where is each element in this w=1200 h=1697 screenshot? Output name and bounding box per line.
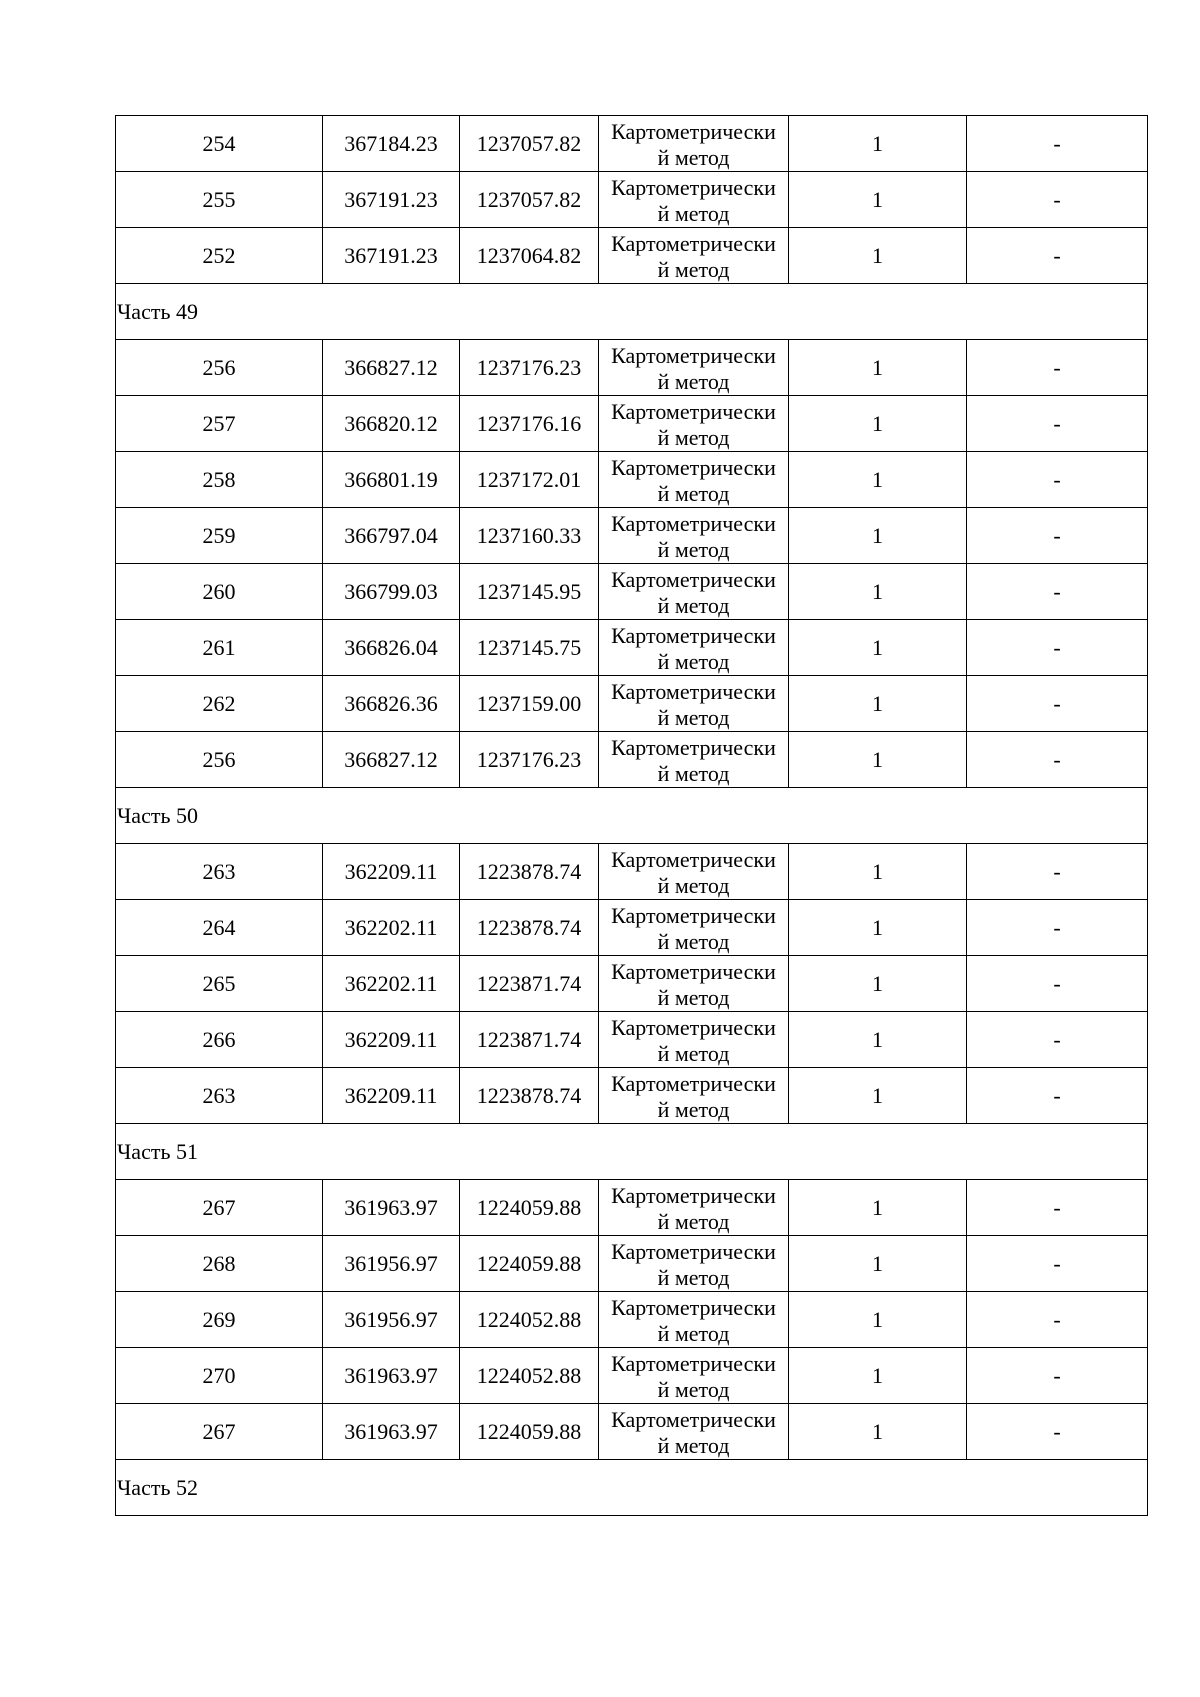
accuracy-cell: 1 [789, 1292, 967, 1348]
x-coordinate-cell: 362209.11 [323, 1068, 460, 1124]
method-line-2: й метод [657, 480, 730, 506]
point-number-cell: 255 [116, 172, 323, 228]
method-line-1: Картометрически [611, 1294, 776, 1320]
accuracy-cell: 1 [789, 228, 967, 284]
method-line-1: Картометрически [611, 734, 776, 760]
point-number-cell: 270 [116, 1348, 323, 1404]
table-row [116, 1068, 1148, 1124]
y-coordinate-cell: 1224052.88 [460, 1348, 599, 1404]
method-line-2: й метод [657, 1040, 730, 1066]
table-row [116, 116, 1148, 172]
x-coordinate-cell: 361963.97 [323, 1404, 460, 1460]
note-cell: - [967, 452, 1148, 508]
method-line-1: Картометрически [611, 1238, 776, 1264]
method-cell [599, 732, 789, 788]
point-number-cell: 267 [116, 1404, 323, 1460]
table-row [116, 340, 1148, 396]
method-line-2: й метод [657, 592, 730, 618]
method-line-1: Картометрически [611, 398, 776, 424]
method-line-1: Картометрически [611, 118, 776, 144]
coordinates-table [115, 115, 1148, 1516]
method-cell [599, 340, 789, 396]
accuracy-cell: 1 [789, 1404, 967, 1460]
point-number-cell: 265 [116, 956, 323, 1012]
table-row [116, 172, 1148, 228]
point-number-cell: 268 [116, 1236, 323, 1292]
method-line-1: Картометрически [611, 1070, 776, 1096]
accuracy-cell: 1 [789, 676, 967, 732]
note-cell: - [967, 172, 1148, 228]
y-coordinate-cell: 1223871.74 [460, 956, 599, 1012]
accuracy-cell: 1 [789, 1068, 967, 1124]
method-line-1: Картометрически [611, 1350, 776, 1376]
point-number-cell: 269 [116, 1292, 323, 1348]
point-number-cell: 263 [116, 1068, 323, 1124]
part-header-row [116, 284, 1148, 340]
table-row [116, 1236, 1148, 1292]
accuracy-cell: 1 [789, 1012, 967, 1068]
accuracy-cell: 1 [789, 508, 967, 564]
method-line-1: Картометрически [611, 510, 776, 536]
method-cell [599, 1348, 789, 1404]
method-cell [599, 508, 789, 564]
method-cell [599, 1404, 789, 1460]
note-cell: - [967, 1180, 1148, 1236]
x-coordinate-cell: 362202.11 [323, 956, 460, 1012]
table-row [116, 956, 1148, 1012]
method-line-2: й метод [657, 144, 730, 170]
y-coordinate-cell: 1223871.74 [460, 1012, 599, 1068]
note-cell: - [967, 1404, 1148, 1460]
method-line-1: Картометрически [611, 1182, 776, 1208]
table-row [116, 900, 1148, 956]
note-cell: - [967, 564, 1148, 620]
accuracy-cell: 1 [789, 1180, 967, 1236]
method-cell [599, 620, 789, 676]
table-row [116, 732, 1148, 788]
method-line-2: й метод [657, 648, 730, 674]
point-number-cell: 260 [116, 564, 323, 620]
method-line-1: Картометрически [611, 1406, 776, 1432]
note-cell: - [967, 1348, 1148, 1404]
table-row [116, 676, 1148, 732]
table-row [116, 228, 1148, 284]
method-line-2: й метод [657, 872, 730, 898]
note-cell: - [967, 116, 1148, 172]
method-cell [599, 116, 789, 172]
table-row [116, 1292, 1148, 1348]
note-cell: - [967, 676, 1148, 732]
x-coordinate-cell: 361956.97 [323, 1236, 460, 1292]
y-coordinate-cell: 1237057.82 [460, 116, 599, 172]
accuracy-cell: 1 [789, 1236, 967, 1292]
note-cell: - [967, 732, 1148, 788]
method-line-1: Картометрически [611, 958, 776, 984]
accuracy-cell: 1 [789, 1348, 967, 1404]
accuracy-cell: 1 [789, 116, 967, 172]
method-line-2: й метод [657, 928, 730, 954]
y-coordinate-cell: 1237176.16 [460, 396, 599, 452]
y-coordinate-cell: 1237160.33 [460, 508, 599, 564]
part-label: Часть 51 [116, 1124, 1148, 1180]
x-coordinate-cell: 366797.04 [323, 508, 460, 564]
note-cell: - [967, 396, 1148, 452]
coordinates-table-body [116, 116, 1148, 1516]
x-coordinate-cell: 362209.11 [323, 1012, 460, 1068]
part-label: Часть 52 [116, 1460, 1148, 1516]
note-cell: - [967, 956, 1148, 1012]
table-row [116, 564, 1148, 620]
method-line-1: Картометрически [611, 678, 776, 704]
y-coordinate-cell: 1224052.88 [460, 1292, 599, 1348]
method-cell [599, 1180, 789, 1236]
method-line-1: Картометрически [611, 566, 776, 592]
y-coordinate-cell: 1237057.82 [460, 172, 599, 228]
method-line-2: й метод [657, 1096, 730, 1122]
note-cell: - [967, 340, 1148, 396]
y-coordinate-cell: 1237176.23 [460, 340, 599, 396]
y-coordinate-cell: 1237064.82 [460, 228, 599, 284]
x-coordinate-cell: 366799.03 [323, 564, 460, 620]
point-number-cell: 256 [116, 340, 323, 396]
accuracy-cell: 1 [789, 340, 967, 396]
table-row [116, 1348, 1148, 1404]
table-row [116, 844, 1148, 900]
y-coordinate-cell: 1223878.74 [460, 900, 599, 956]
point-number-cell: 256 [116, 732, 323, 788]
x-coordinate-cell: 367184.23 [323, 116, 460, 172]
x-coordinate-cell: 366827.12 [323, 732, 460, 788]
table-row [116, 508, 1148, 564]
method-cell [599, 900, 789, 956]
x-coordinate-cell: 367191.23 [323, 172, 460, 228]
method-line-2: й метод [657, 1320, 730, 1346]
note-cell: - [967, 1012, 1148, 1068]
method-cell [599, 956, 789, 1012]
y-coordinate-cell: 1223878.74 [460, 844, 599, 900]
x-coordinate-cell: 361963.97 [323, 1348, 460, 1404]
method-cell [599, 228, 789, 284]
point-number-cell: 258 [116, 452, 323, 508]
x-coordinate-cell: 362209.11 [323, 844, 460, 900]
method-line-2: й метод [657, 704, 730, 730]
x-coordinate-cell: 361956.97 [323, 1292, 460, 1348]
method-line-1: Картометрически [611, 174, 776, 200]
part-label: Часть 49 [116, 284, 1148, 340]
y-coordinate-cell: 1237145.95 [460, 564, 599, 620]
y-coordinate-cell: 1237172.01 [460, 452, 599, 508]
x-coordinate-cell: 366826.04 [323, 620, 460, 676]
table-row [116, 1180, 1148, 1236]
method-line-2: й метод [657, 256, 730, 282]
x-coordinate-cell: 367191.23 [323, 228, 460, 284]
accuracy-cell: 1 [789, 620, 967, 676]
point-number-cell: 263 [116, 844, 323, 900]
table-row [116, 620, 1148, 676]
table-row [116, 396, 1148, 452]
part-header-row [116, 1124, 1148, 1180]
x-coordinate-cell: 361963.97 [323, 1180, 460, 1236]
method-line-1: Картометрически [611, 846, 776, 872]
point-number-cell: 254 [116, 116, 323, 172]
method-line-2: й метод [657, 536, 730, 562]
method-line-1: Картометрически [611, 230, 776, 256]
method-line-2: й метод [657, 1208, 730, 1234]
point-number-cell: 259 [116, 508, 323, 564]
note-cell: - [967, 620, 1148, 676]
accuracy-cell: 1 [789, 564, 967, 620]
method-line-1: Картометрически [611, 454, 776, 480]
y-coordinate-cell: 1237145.75 [460, 620, 599, 676]
method-line-2: й метод [657, 1264, 730, 1290]
part-label: Часть 50 [116, 788, 1148, 844]
note-cell: - [967, 1236, 1148, 1292]
note-cell: - [967, 1292, 1148, 1348]
point-number-cell: 261 [116, 620, 323, 676]
method-cell [599, 844, 789, 900]
table-row [116, 452, 1148, 508]
point-number-cell: 267 [116, 1180, 323, 1236]
accuracy-cell: 1 [789, 732, 967, 788]
x-coordinate-cell: 366827.12 [323, 340, 460, 396]
part-header-row [116, 1460, 1148, 1516]
y-coordinate-cell: 1237159.00 [460, 676, 599, 732]
accuracy-cell: 1 [789, 452, 967, 508]
y-coordinate-cell: 1223878.74 [460, 1068, 599, 1124]
method-line-2: й метод [657, 984, 730, 1010]
note-cell: - [967, 900, 1148, 956]
x-coordinate-cell: 366826.36 [323, 676, 460, 732]
part-header-row [116, 788, 1148, 844]
point-number-cell: 252 [116, 228, 323, 284]
accuracy-cell: 1 [789, 900, 967, 956]
y-coordinate-cell: 1224059.88 [460, 1180, 599, 1236]
method-cell [599, 1012, 789, 1068]
method-line-2: й метод [657, 424, 730, 450]
note-cell: - [967, 844, 1148, 900]
method-cell [599, 1236, 789, 1292]
method-line-2: й метод [657, 368, 730, 394]
method-line-1: Картометрически [611, 902, 776, 928]
method-line-2: й метод [657, 1376, 730, 1402]
y-coordinate-cell: 1224059.88 [460, 1404, 599, 1460]
method-cell [599, 676, 789, 732]
y-coordinate-cell: 1224059.88 [460, 1236, 599, 1292]
method-line-2: й метод [657, 200, 730, 226]
accuracy-cell: 1 [789, 172, 967, 228]
method-line-2: й метод [657, 1432, 730, 1458]
method-cell [599, 564, 789, 620]
accuracy-cell: 1 [789, 844, 967, 900]
table-row [116, 1012, 1148, 1068]
method-line-2: й метод [657, 760, 730, 786]
table-row [116, 1404, 1148, 1460]
x-coordinate-cell: 362202.11 [323, 900, 460, 956]
point-number-cell: 262 [116, 676, 323, 732]
note-cell: - [967, 1068, 1148, 1124]
method-cell [599, 1292, 789, 1348]
x-coordinate-cell: 366801.19 [323, 452, 460, 508]
point-number-cell: 257 [116, 396, 323, 452]
point-number-cell: 264 [116, 900, 323, 956]
method-cell [599, 172, 789, 228]
accuracy-cell: 1 [789, 396, 967, 452]
note-cell: - [967, 228, 1148, 284]
method-cell [599, 452, 789, 508]
method-cell [599, 1068, 789, 1124]
method-line-1: Картометрически [611, 342, 776, 368]
accuracy-cell: 1 [789, 956, 967, 1012]
method-line-1: Картометрически [611, 1014, 776, 1040]
method-line-1: Картометрически [611, 622, 776, 648]
point-number-cell: 266 [116, 1012, 323, 1068]
note-cell: - [967, 508, 1148, 564]
x-coordinate-cell: 366820.12 [323, 396, 460, 452]
method-cell [599, 396, 789, 452]
y-coordinate-cell: 1237176.23 [460, 732, 599, 788]
